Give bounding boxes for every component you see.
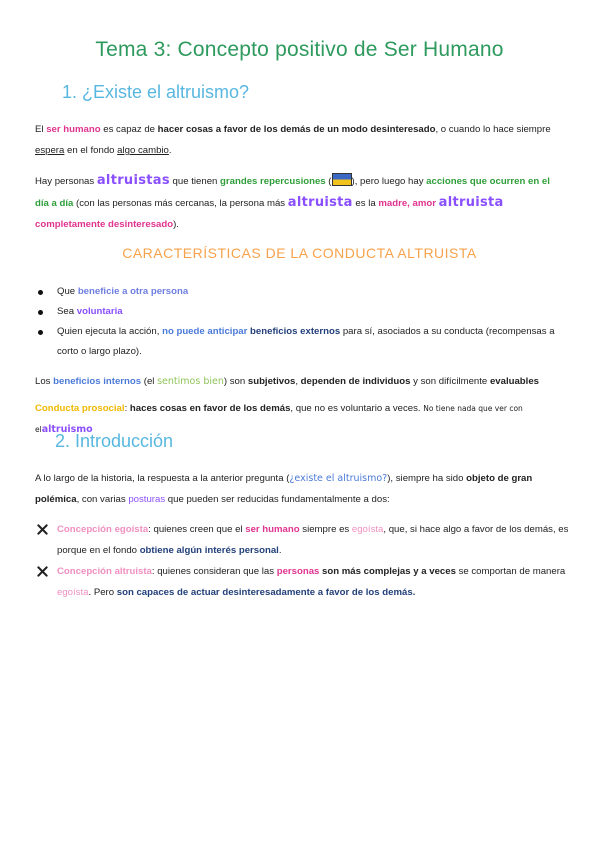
list-item: Concepción egoísta: quienes creen que el ser humano siempre es egoísta, que, si hace algo a favor de los demás, es porque en el fondo obtiene algún interés personal. <box>35 519 570 561</box>
section-2-heading: 2. Introducción <box>55 431 174 451</box>
list-item: Que beneficie a otra persona <box>35 282 570 302</box>
paragraph-4: Conducta prosocial: haces cosas en favor de los demás, que no es voluntario a veces. No tiene nada que ver con elaltruismo <box>35 403 523 435</box>
paragraph-2: Hay personas altruistas que tienen grandes repercusiones ( ), pero luego hay acciones que ocurren en el día a día (con las personas más cercanas, la persona más altruista es la madre, amor altruista completamente desinteresado). <box>35 173 550 230</box>
flag-icon <box>332 173 352 186</box>
list-item: Quien ejecuta la acción, no puede anticipar beneficios externos para sí, asociados a su conducta (recompensas a corto o largo plazo). <box>35 322 570 362</box>
cross-icon <box>37 524 48 535</box>
page-title: Tema 3: Concepto positivo de Ser Humano <box>95 38 504 61</box>
bullet-icon <box>38 330 43 335</box>
bullet-icon <box>38 290 43 295</box>
bullet-icon <box>38 310 43 315</box>
cross-icon <box>37 566 48 577</box>
list-item: Sea voluntaria <box>35 302 570 322</box>
postures-list <box>35 519 570 603</box>
list-item: Concepción altruista: quienes consideran que las personas son más complejas y a veces se comportan de manera egoísta. Pero son capaces de actuar desinteresadamente a favor de los demás. <box>35 561 570 603</box>
paragraph-5: A lo largo de la historia, la respuesta a la anterior pregunta (¿existe el altruismo?), siempre ha sido objeto de gran polémica, con varias posturas que pueden ser reducidas fundamentalmente a dos: <box>35 473 533 505</box>
characteristics-heading: CARACTERÍSTICAS DE LA CONDUCTA ALTRUISTA <box>122 245 477 261</box>
paragraph-3: Los beneficios internos (el sentimos bien) son subjetivos, dependen de individuos y son difícilmente evaluables <box>35 376 540 387</box>
characteristics-list <box>35 282 570 362</box>
paragraph-1: El ser humano es capaz de hacer cosas a favor de los demás de un modo desinteresado, o cuando lo hace siempre espera en el fondo algo cambio. <box>35 124 551 156</box>
section-1-heading: 1. ¿Existe el altruismo? <box>62 82 250 102</box>
